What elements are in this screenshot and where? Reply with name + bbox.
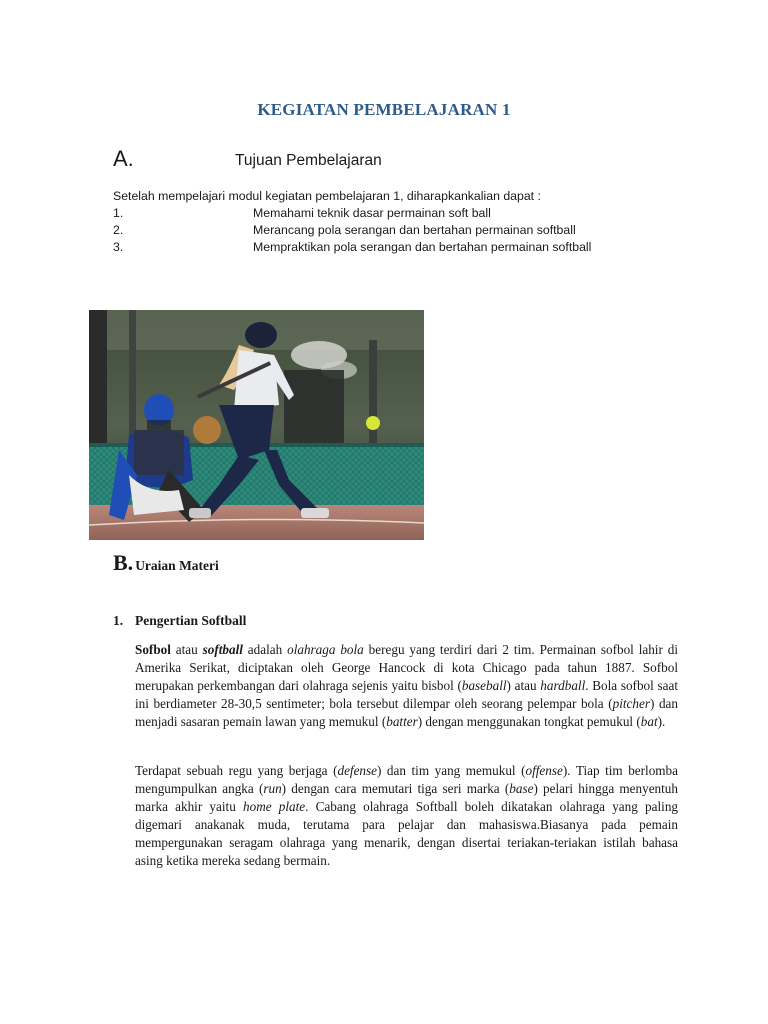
text-run: atau bbox=[170, 642, 203, 657]
term-defense: defense bbox=[337, 763, 378, 778]
objective-text: Memahami teknik dasar permainan soft ball bbox=[253, 206, 491, 220]
section-b-letter: B. bbox=[113, 550, 134, 575]
text-run: beregu yang terdiri dari 2 tim. Permainan sofbol lahir di Amerika Serikat, diciptakan oleh George Hancock di kota Chicago pada tahun 1887. Sofbol merupakan perkembangan dari olahraga sejenis yaitu bisbol ( bbox=[135, 642, 678, 693]
text-run: adalah bbox=[242, 642, 288, 657]
section-b-title: Uraian Materi bbox=[135, 558, 219, 573]
subsection-heading bbox=[113, 613, 246, 629]
subsection-number: 1. bbox=[113, 613, 124, 628]
term-pitcher: pitcher bbox=[612, 696, 650, 711]
term-baseball: baseball bbox=[461, 678, 507, 693]
section-a-letter: A. bbox=[113, 146, 134, 171]
section-a-title: Tujuan Pembelajaran bbox=[235, 152, 382, 169]
objective-text: Merancang pola serangan dan bertahan permainan softball bbox=[253, 223, 576, 237]
softball-photo bbox=[89, 310, 424, 540]
term-bat: bat bbox=[640, 714, 658, 729]
text-run: ) dengan menggunakan tongkat pemukul ( bbox=[417, 714, 641, 729]
text-run: ) dan menjadi sasaran pemain lawan yang memukul ( bbox=[135, 696, 678, 729]
text-run: ). bbox=[657, 714, 666, 729]
term-softball: softball bbox=[202, 642, 243, 657]
text-run: . Cabang olahraga Softball boleh dikatakan olahraga yang paling digemari anakanak muda, terutama para pelajar dan mahasiswa.Biasanya pada pemain mempergunakan seragam olahraga yang menarik, dengan disertai teriakan-teriakan istilah bahasa asing ketika mereka sedang bermain. bbox=[135, 799, 679, 868]
term-run: run bbox=[263, 781, 282, 796]
term-batter: batter bbox=[386, 714, 418, 729]
objective-text: Mempraktikan pola serangan dan bertahan permainan softball bbox=[253, 240, 592, 254]
term-offense: offense bbox=[525, 763, 563, 778]
term-sofbol: Sofbol bbox=[135, 642, 171, 657]
text-run: ) dengan cara memutari tiga seri marka ( bbox=[281, 781, 510, 796]
term-home-plate: home plate bbox=[243, 799, 306, 814]
term-hardball: hardball bbox=[540, 678, 586, 693]
text-run: ) pelari hingga menyentuh marka akhir yaitu bbox=[135, 781, 678, 814]
text-run: ). Tiap tim berlomba mengumpulkan angka ( bbox=[135, 763, 678, 796]
page-title: KEGIATAN PEMBELAJARAN 1 bbox=[257, 100, 511, 119]
text-run: Terdapat sebuah regu yang berjaga ( bbox=[135, 763, 338, 778]
text-run: . Bola sofbol saat ini berdiameter 28-30,5 sentimeter; bola tersebut dilempar oleh seorang pelempar bola ( bbox=[135, 678, 678, 711]
section-b-heading bbox=[113, 550, 219, 576]
text-run: ) dan tim yang memukul ( bbox=[377, 763, 526, 778]
section-a-heading bbox=[113, 146, 382, 172]
text-run: ) atau bbox=[506, 678, 541, 693]
paragraph-2 bbox=[135, 762, 678, 870]
term-base: base bbox=[509, 781, 534, 796]
objective-number: 2. bbox=[113, 223, 124, 237]
objective-number: 3. bbox=[113, 240, 124, 254]
subsection-title: Pengertian Softball bbox=[135, 613, 247, 628]
objective-number: 1. bbox=[113, 206, 124, 220]
paragraph-1 bbox=[135, 641, 678, 731]
objectives-intro: Setelah mempelajari modul kegiatan pembelajaran 1, diharapkankalian dapat : bbox=[113, 189, 541, 203]
term-olahraga-bola: olahraga bola bbox=[287, 642, 364, 657]
